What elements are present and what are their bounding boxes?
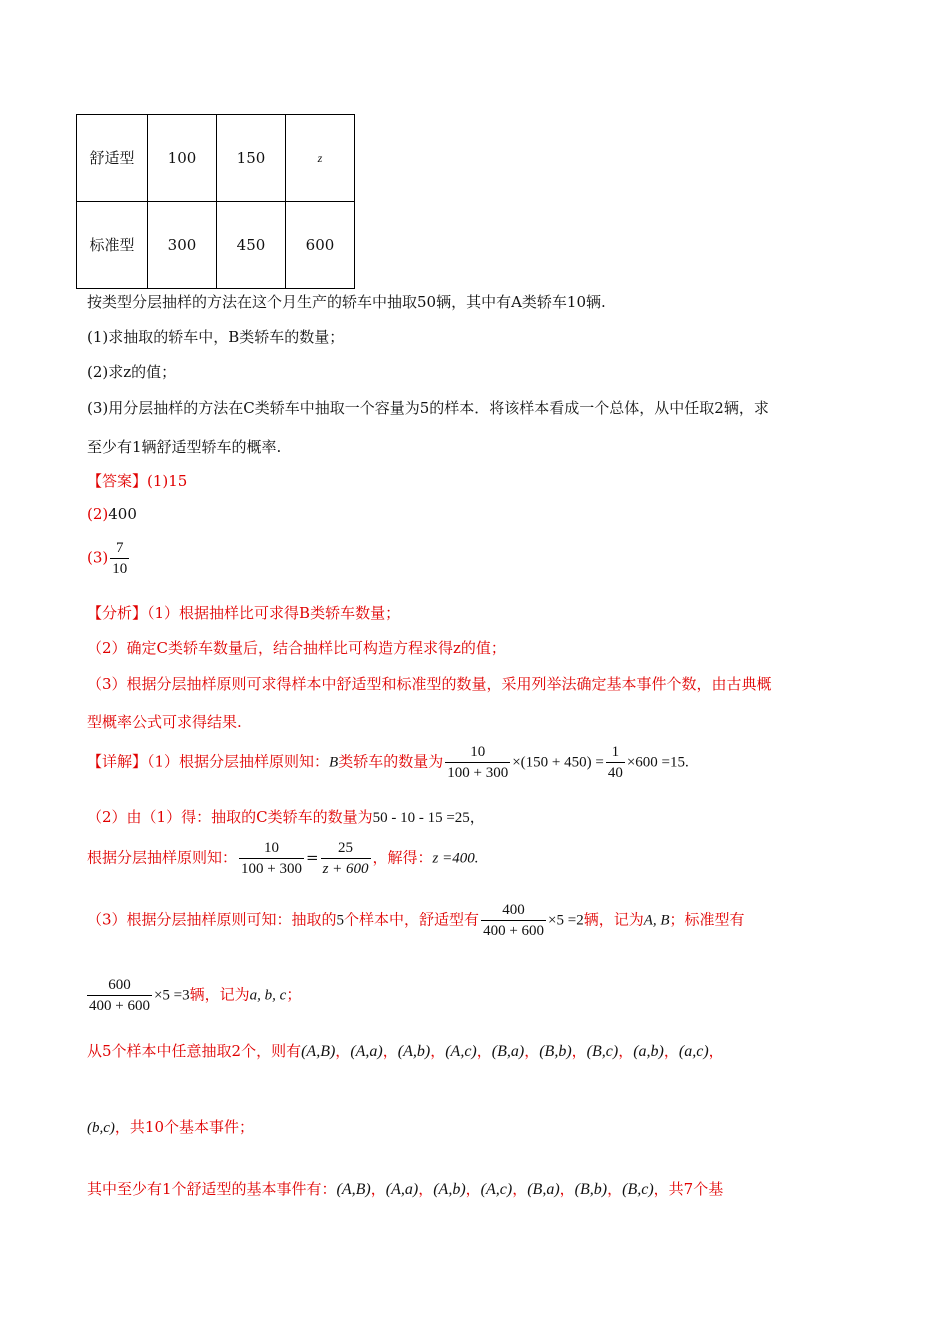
event: (B,a) <box>527 1181 560 1198</box>
separator: ， <box>370 1180 386 1198</box>
separator: ， <box>418 1180 434 1198</box>
event-list <box>301 1042 724 1060</box>
event: (A,B) <box>301 1043 336 1060</box>
detail-2 <box>87 806 485 827</box>
event: (a,b) <box>633 1043 664 1060</box>
event: (B,c) <box>586 1043 619 1060</box>
denominator: z + 600 <box>322 861 369 877</box>
denominator: 100 + 300 <box>241 861 302 877</box>
answer-2: 400 <box>108 505 137 523</box>
denominator: 10 <box>112 561 128 577</box>
text: ； <box>286 985 302 1004</box>
separator: ， <box>430 1042 446 1060</box>
separator: ， <box>708 1042 724 1060</box>
table-cell: 450 <box>217 202 286 289</box>
expr: A, B <box>643 912 670 929</box>
text: ，共10个基本事件； <box>114 1118 254 1136</box>
data-table <box>76 114 355 289</box>
numerator: 7 <box>110 538 129 559</box>
table-row <box>77 202 355 289</box>
event-list <box>337 1180 654 1198</box>
numerator: 10 <box>445 742 510 763</box>
detail-7 <box>87 1116 254 1137</box>
table-cell: 150 <box>217 115 286 202</box>
detail-8 <box>87 1178 723 1199</box>
text: 从5个样本中任意抽取2个，则有 <box>87 1042 302 1060</box>
numerator: 25 <box>321 838 371 859</box>
text: 根据分层抽样原则知： <box>87 848 238 867</box>
text: ；标准型有 <box>669 910 745 929</box>
question-1: (1)求抽取的轿车中，B类轿车的数量； <box>87 328 345 346</box>
fraction <box>606 742 625 783</box>
answer-3-fraction <box>110 538 129 579</box>
expr: 5 <box>336 912 345 929</box>
separator: ， <box>512 1180 528 1198</box>
separator: ， <box>663 1042 679 1060</box>
event: (A,a) <box>350 1043 383 1060</box>
text: （2）由（1）得：抽取的C类轿车的数量为 <box>87 808 373 826</box>
row-label: 标准型 <box>77 202 148 289</box>
problem-intro: 按类型分层抽样的方法在这个月生产的轿车中抽取50辆，其中有A类轿车10辆. <box>87 293 606 311</box>
separator: ， <box>618 1042 634 1060</box>
separator: ， <box>382 1042 398 1060</box>
numerator: 400 <box>481 900 546 921</box>
event: (B,b) <box>574 1181 608 1198</box>
separator: ， <box>524 1042 540 1060</box>
separator: ， <box>607 1180 623 1198</box>
answer-label: 【答案】 <box>87 472 148 490</box>
separator: ， <box>476 1042 492 1060</box>
event: (A,B) <box>336 1181 371 1198</box>
event: (A,b) <box>433 1181 466 1198</box>
separator: ， <box>571 1042 587 1060</box>
detail-label: 【详解】（1）根据分层抽样原则知： <box>87 752 330 771</box>
answer-1: (1)15 <box>147 472 188 490</box>
detail-3 <box>87 838 479 879</box>
expr: 50 - 10 - 15 =25， <box>372 810 485 826</box>
numerator: 1 <box>606 742 625 763</box>
expr: z =400. <box>432 850 479 867</box>
fraction <box>87 975 152 1016</box>
text: 类轿车的数量为 <box>338 752 444 771</box>
numerator: 10 <box>239 838 304 859</box>
question-2: (2)求z的值； <box>87 363 177 381</box>
denominator: 40 <box>607 765 623 781</box>
denominator: 400 + 600 <box>483 923 545 939</box>
table-cell: z <box>286 115 355 202</box>
row-label: 舒适型 <box>77 115 148 202</box>
separator: ， <box>465 1180 481 1198</box>
expr: ×5 =2 <box>548 912 584 929</box>
text: 个样本中，舒适型有 <box>344 910 480 929</box>
detail-4 <box>87 900 745 941</box>
event: (A,c) <box>445 1043 477 1060</box>
table-cell: 300 <box>148 202 217 289</box>
expr: ×5 =3 <box>153 987 190 1004</box>
detail-6 <box>87 1040 724 1061</box>
fraction <box>481 900 546 941</box>
expr: ×(150 + 450) = <box>512 754 604 771</box>
table-cell: 600 <box>286 202 355 289</box>
event: (B,a) <box>491 1043 525 1060</box>
event: (B,c) <box>622 1181 654 1198</box>
table-row <box>77 115 355 202</box>
answer-3-prefix: (3) <box>87 548 109 567</box>
var: B <box>329 754 339 771</box>
event: (b,c) <box>87 1120 115 1136</box>
analysis-3: （3）根据分层抽样原则可求得样本中舒适型和标准型的数量，采用列举法确定基本事件个数，由古典概 <box>87 675 772 693</box>
event: (A,c) <box>480 1181 513 1198</box>
detail-1 <box>87 742 689 783</box>
text: （3）根据分层抽样原则可知：抽取的 <box>87 910 337 929</box>
separator: ， <box>559 1180 575 1198</box>
text: 辆，记为 <box>189 985 250 1004</box>
fraction <box>321 838 371 879</box>
table-cell: 100 <box>148 115 217 202</box>
analysis-1: 【分析】（1）根据抽样比可求得B类轿车数量； <box>87 604 401 622</box>
answer-2-prefix: (2) <box>87 505 109 523</box>
numerator: 600 <box>87 975 152 996</box>
event: (A,a) <box>385 1181 419 1198</box>
expr: a, b, c <box>249 987 287 1004</box>
question-3: (3)用分层抽样的方法在C类轿车中抽取一个容量为5的样本．将该样本看成一个总体，从中任取2辆，求 <box>87 399 769 417</box>
text: ，共7个基 <box>653 1180 724 1198</box>
event: (B,b) <box>539 1043 572 1060</box>
expr: = <box>305 848 319 867</box>
separator: ， <box>335 1042 351 1060</box>
text: ，解得： <box>372 848 433 867</box>
analysis-2: （2）确定C类轿车数量后，结合抽样比可构造方程求得z的值； <box>87 639 506 657</box>
fraction <box>445 742 510 783</box>
question-3-cont: 至少有1辆舒适型轿车的概率. <box>87 438 282 456</box>
expr: ×600 =15. <box>626 754 689 771</box>
text: 辆，记为 <box>583 910 644 929</box>
denominator: 400 + 600 <box>89 998 150 1014</box>
event: (a,c) <box>678 1043 709 1060</box>
analysis-4: 型概率公式可求得结果. <box>87 713 242 731</box>
detail-5 <box>87 975 301 1016</box>
text: 其中至少有1个舒适型的基本事件有： <box>87 1180 337 1198</box>
denominator: 100 + 300 <box>447 765 509 781</box>
event: (A,b) <box>397 1043 431 1060</box>
fraction <box>239 838 304 879</box>
